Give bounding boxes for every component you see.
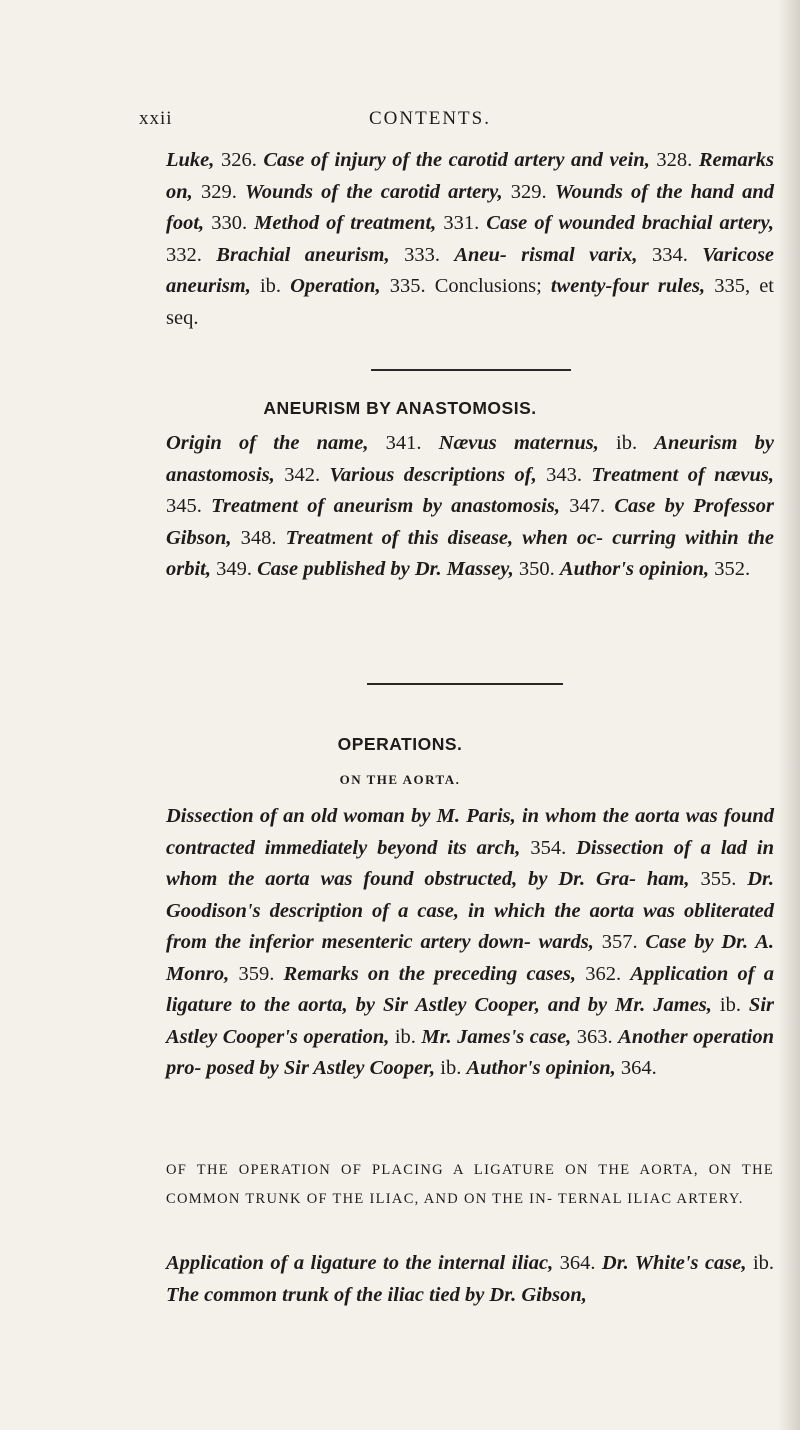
entry-title-text: Application of a ligature to the aorta, by Sir Astley Cooper, and by Mr. James,	[166, 962, 775, 1016]
entry-title-text: Application of a ligature to the internal iliac,	[166, 1252, 560, 1274]
entry-page-ref: 345.	[166, 495, 212, 517]
subheading-on-the-aorta: ON THE AORTA.	[339, 772, 461, 787]
entry-title-text: Origin of the name,	[166, 432, 386, 454]
entry-page-ref: 364.	[620, 1057, 657, 1079]
entry-page-ref: 362.	[585, 962, 631, 985]
entry-title-text: Author's opinion,	[466, 1057, 621, 1079]
contents-paragraph-4	[166, 1248, 774, 1311]
page-number: xxii	[139, 108, 173, 129]
entry-page-ref: 326.	[220, 149, 264, 171]
entry-title-text: Wounds of the hand and foot,	[166, 180, 774, 234]
entry-title-text: Sir Astley Cooper's operation,	[166, 994, 774, 1048]
entry-page-ref: 333.	[404, 243, 455, 266]
section-rule	[371, 369, 571, 371]
entry-page-ref: 328.	[656, 149, 699, 171]
entry-title-text: Various descriptions of,	[329, 463, 547, 486]
entry-page-ref: 355.	[700, 868, 748, 890]
entry-page-ref: 331.	[443, 212, 487, 234]
entry-title-text: Case by Professor Gibson,	[166, 495, 775, 549]
entry-page-ref: 329.	[200, 180, 245, 203]
entry-page-ref: 352.	[714, 558, 751, 580]
running-title: CONTENTS.	[369, 108, 491, 129]
entry-page-ref: 329.	[510, 180, 555, 203]
section-heading-operations: OPERATIONS.	[337, 734, 463, 754]
entry-page-ref: 342.	[284, 463, 330, 486]
entry-title-text: Treatment of this disease, when oc- curring within the orbit,	[166, 526, 774, 580]
entry-page-ref: 347.	[569, 495, 615, 517]
entry-title-text: Author's opinion,	[559, 558, 715, 580]
section-heading-ligature-aorta-iliac: OF THE OPERATION OF PLACING A LIGATURE ON THE AORTA, ON THE COMMON TRUNK OF THE ILIAC, AND ON THE IN- TERNAL ILIAC ARTERY.	[166, 1162, 774, 1207]
entry-title-text: Another operation pro- posed by Sir Astley Cooper,	[166, 1025, 775, 1079]
entry-title-text: Nævus maternus,	[438, 432, 617, 454]
running-header	[139, 108, 609, 138]
entry-title-text: Case of wounded brachial artery,	[486, 212, 774, 234]
section-heading-aneurism-by-anastomosis: ANEURISM BY ANASTOMOSIS.	[263, 398, 537, 418]
entry-page-ref: 357.	[601, 931, 646, 953]
entry-title-text: Dissection of an old woman by M. Paris, in whom the aorta was found contracted immediately beyond its arch,	[166, 805, 774, 859]
entry-title-text: Aneurism by anastomosis,	[166, 432, 774, 486]
contents-paragraph-3	[166, 801, 774, 1085]
entry-title-text: Treatment of nævus,	[591, 463, 775, 486]
entry-title-text: twenty-four rules,	[550, 275, 715, 297]
contents-paragraph-2	[166, 428, 774, 586]
entry-page-ref: ib.	[394, 1025, 422, 1048]
entry-title-text: Case published by Dr. Massey,	[257, 558, 519, 580]
entry-page-ref: 335, et seq.	[166, 275, 774, 329]
entry-title-text: Mr. James's case,	[421, 1025, 577, 1048]
entry-title-text: Dr. Goodison's description of a case, in which the aorta was obliterated from the inferior mesenteric artery down- wards,	[166, 868, 774, 953]
entry-title-text: Remarks on the preceding cases,	[283, 962, 586, 985]
entry-title-text: Dr. White's case,	[601, 1252, 753, 1274]
entry-page-ref: 354.	[530, 836, 577, 859]
entry-title-text: Dissection of a lad in whom the aorta was found obstructed, by Dr. Gra- ham,	[166, 836, 774, 890]
entry-page-ref: 332.	[166, 243, 217, 266]
entry-page-ref: ib.	[616, 432, 655, 454]
entry-page-ref: ib.	[752, 1252, 775, 1274]
entry-title-text: Operation,	[290, 275, 390, 297]
entry-page-ref: 350.	[518, 558, 560, 580]
entry-title-text: Aneu- rismal varix,	[454, 243, 652, 266]
entry-page-ref: 359.	[238, 962, 284, 985]
entry-page-ref: 330.	[211, 212, 255, 234]
entry-title-text: Method of treatment,	[254, 212, 444, 234]
entry-page-ref: 335. Conclusions;	[389, 275, 551, 297]
entry-title-text: Case of injury of the carotid artery and vein,	[263, 149, 657, 171]
entry-page-ref: 343.	[546, 463, 592, 486]
entry-title-text: Varicose aneurism,	[166, 243, 775, 297]
contents-paragraph-1	[166, 145, 774, 334]
section-rule	[367, 683, 563, 685]
entry-page-ref: 363.	[576, 1025, 619, 1048]
page-edge-shadow	[778, 0, 800, 1430]
entry-page-ref: 334.	[651, 243, 703, 266]
entry-page-ref: ib.	[719, 994, 749, 1016]
entry-page-ref: 341.	[385, 432, 439, 454]
entry-title-text: Luke,	[166, 149, 221, 171]
entry-title-text: Treatment of aneurism by anastomosis,	[211, 495, 570, 517]
entry-page-ref: 349.	[216, 558, 258, 580]
entry-title-text: Brachial aneurism,	[216, 243, 405, 266]
entry-page-ref: 348.	[240, 526, 286, 549]
entry-title-text: The common trunk of the iliac tied by Dr. Gibson,	[166, 1283, 587, 1306]
entry-title-text: Wounds of the carotid artery,	[245, 180, 511, 203]
entry-page-ref: 364.	[559, 1252, 602, 1274]
entry-title-text: Case by Dr. A. Monro,	[166, 931, 775, 985]
entry-page-ref: ib.	[440, 1057, 467, 1079]
entry-page-ref: ib.	[259, 275, 291, 297]
entry-title-text: Remarks on,	[166, 149, 775, 203]
